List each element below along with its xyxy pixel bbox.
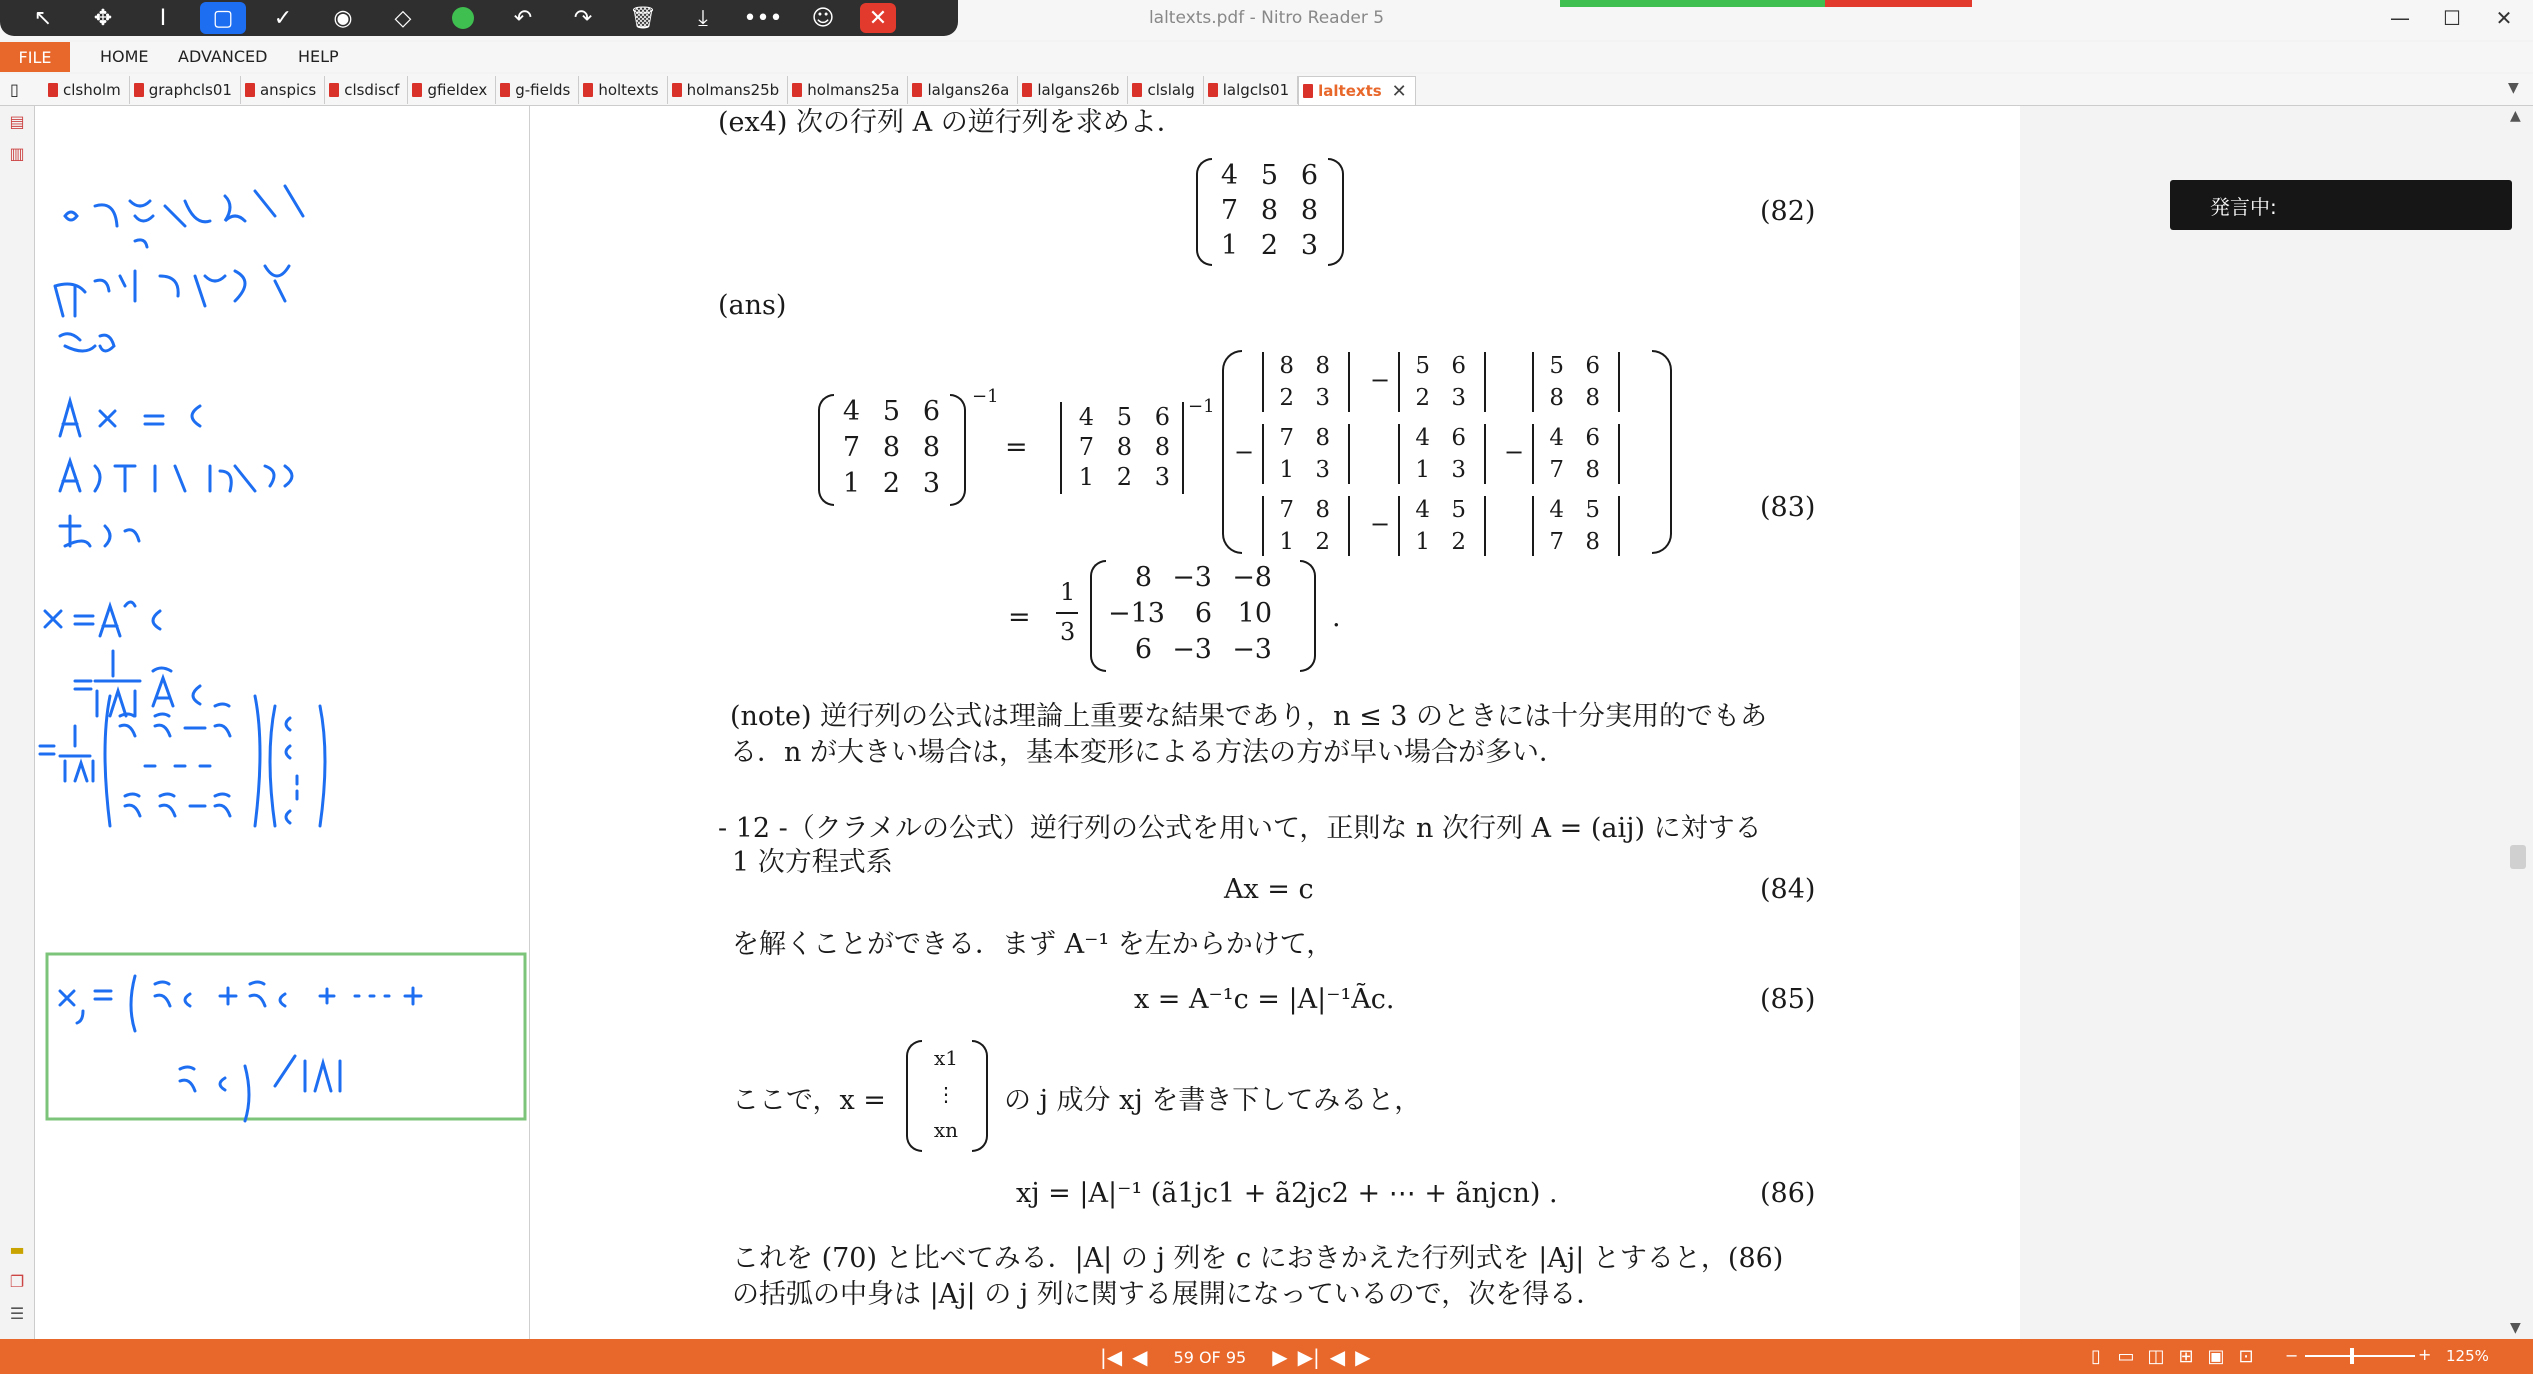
zoom-slider[interactable] bbox=[2305, 1355, 2415, 1357]
eq86-expression: xj = |A|⁻¹ (ã1jc1 + ã2jc2 + ⋯ + ãnjcn) . bbox=[1016, 1178, 1558, 1209]
matrix-cell: 7 bbox=[1549, 529, 1564, 555]
page-indicator[interactable]: 59 OF 95 bbox=[1173, 1347, 1247, 1367]
matrix-cell: 7 bbox=[1279, 497, 1294, 523]
fraction-denominator: 3 bbox=[1060, 618, 1076, 646]
minus-sign: − bbox=[1504, 438, 1525, 466]
matrix-cell: 5 bbox=[1585, 497, 1600, 523]
matrix-cell: 5 bbox=[1549, 353, 1564, 379]
tab-label: clslalg bbox=[1147, 81, 1195, 99]
tab-label: lalgans26a bbox=[927, 81, 1010, 99]
matrix-cell: 4 bbox=[1415, 497, 1430, 523]
pdf-icon bbox=[329, 83, 339, 97]
forward-view-icon[interactable]: ▶ bbox=[1355, 1345, 1371, 1369]
period: . bbox=[1332, 602, 1341, 633]
here-text-2: の j 成分 xj を書き下してみると， bbox=[1004, 1085, 1422, 1116]
pen-toolbar bbox=[0, 0, 958, 36]
matrix-cell: 1 bbox=[842, 468, 860, 499]
redo-icon[interactable]: ↷ bbox=[573, 5, 593, 31]
matrix-cell: 10 bbox=[1237, 598, 1272, 629]
tab-laltexts[interactable] bbox=[1298, 76, 1416, 105]
matrix-cell: 7 bbox=[1279, 425, 1294, 451]
matrix-cell: 2 bbox=[1116, 463, 1132, 491]
here-text: ここで，x = bbox=[732, 1085, 886, 1116]
matrix-cell: −3 bbox=[1172, 562, 1212, 593]
cofactor-c21 bbox=[1266, 422, 1338, 486]
scrollbar-thumb[interactable] bbox=[2510, 845, 2526, 869]
page-icon[interactable]: ▯ bbox=[10, 80, 19, 99]
paren-right bbox=[1328, 158, 1344, 266]
matrix-cell: 2 bbox=[1415, 385, 1430, 411]
last-page-icon[interactable]: ▶| bbox=[1297, 1345, 1320, 1369]
left-tool-strip bbox=[0, 106, 35, 1339]
matrix-cell: ⋮ bbox=[936, 1082, 956, 1106]
det-bar bbox=[1262, 496, 1264, 556]
det-a bbox=[1064, 402, 1178, 492]
minus-sign: − bbox=[1234, 438, 1255, 466]
scroll-down-icon[interactable]: ▼ bbox=[2510, 1320, 2521, 1336]
more-icon[interactable]: ••• bbox=[743, 5, 783, 31]
det-bar bbox=[1484, 352, 1486, 412]
right-pane bbox=[2020, 106, 2533, 1339]
cofactor-c32 bbox=[1402, 494, 1474, 558]
comment-icon[interactable]: ▬ bbox=[9, 1240, 25, 1259]
cofactor-c23 bbox=[1536, 422, 1608, 486]
pdf-icon bbox=[134, 83, 144, 97]
matrix-cell: 5 bbox=[1260, 160, 1278, 191]
eq-number-86: (86) bbox=[1760, 1178, 1816, 1209]
maximize-icon[interactable]: ☐ bbox=[2443, 6, 2461, 30]
cofactor-c13 bbox=[1536, 350, 1608, 414]
matrix-cell: −8 bbox=[1232, 562, 1272, 593]
continuous-icon[interactable]: ▭ bbox=[2117, 1346, 2135, 1367]
matrix-cell: 3 bbox=[1315, 457, 1330, 483]
prev-page-icon[interactable]: ◀ bbox=[1132, 1345, 1148, 1369]
minimize-icon[interactable]: — bbox=[2390, 6, 2410, 30]
tab-label: clsholm bbox=[63, 81, 121, 99]
solve-line: を解くことができる．まず A⁻¹ を左からかけて， bbox=[732, 929, 1334, 960]
det-bar bbox=[1348, 496, 1350, 556]
handwriting-drawing bbox=[35, 106, 529, 1339]
matrix-a bbox=[828, 394, 948, 502]
det-bar bbox=[1398, 424, 1400, 484]
tab-gfieldex[interactable] bbox=[408, 76, 496, 104]
eq-number-84: (84) bbox=[1760, 874, 1816, 905]
matrix-cell: 7 bbox=[842, 432, 860, 463]
pdf-icon bbox=[1208, 83, 1218, 97]
page-navigator bbox=[1100, 1344, 1371, 1370]
matrix-cell: 3 bbox=[1315, 385, 1330, 411]
matrix-cell: 5 bbox=[1415, 353, 1430, 379]
matrix-cell: 6 bbox=[1134, 634, 1152, 665]
pdf-icon bbox=[792, 83, 802, 97]
matrix-cell: −3 bbox=[1232, 634, 1272, 665]
minus-sign: − bbox=[1370, 510, 1391, 538]
matrix-cell: 8 bbox=[1585, 457, 1600, 483]
advanced-menu[interactable]: ADVANCED bbox=[178, 47, 268, 66]
tab-label: anspics bbox=[259, 81, 317, 99]
matrix-cell: 4 bbox=[1078, 403, 1094, 431]
det-bar bbox=[1618, 496, 1620, 556]
det-bar bbox=[1398, 496, 1400, 556]
select-rectangle-icon[interactable]: ▢ bbox=[200, 2, 246, 34]
matrix-cell: 8 bbox=[1260, 195, 1278, 226]
tab-close-icon[interactable]: ✕ bbox=[1391, 80, 1407, 102]
last-line-2: の括弧の中身は |Aj| の j 列に関する展開になっているので，次を得る． bbox=[732, 1279, 1604, 1310]
matrix-cell: 8 bbox=[1279, 353, 1294, 379]
equals-sign: = bbox=[1008, 602, 1031, 633]
matrix-cell: 2 bbox=[1315, 529, 1330, 555]
det-bar bbox=[1484, 496, 1486, 556]
matrix-cell: 3 bbox=[1300, 230, 1318, 261]
home-menu[interactable]: HOME bbox=[100, 47, 149, 66]
det-bar bbox=[1532, 352, 1534, 412]
matrix-cell: 5 bbox=[1451, 497, 1466, 523]
tab-label: holmans25b bbox=[686, 81, 780, 99]
matrix-cell: 6 bbox=[1300, 160, 1318, 191]
det-bar bbox=[1182, 402, 1184, 494]
matrix-cell: 6 bbox=[1451, 353, 1466, 379]
matrix-cell: 6 bbox=[1585, 353, 1600, 379]
tab-label: holmans25a bbox=[807, 81, 900, 99]
layers-icon[interactable]: ❐ bbox=[9, 1272, 25, 1291]
matrix-cell: 1 bbox=[1415, 457, 1430, 483]
matrix-cell: 1 bbox=[1078, 463, 1094, 491]
section12-line-2: 1 次方程式系 bbox=[732, 847, 893, 878]
download-icon[interactable]: ⤓ bbox=[698, 5, 708, 31]
x-vector bbox=[918, 1040, 974, 1148]
det-bar bbox=[1484, 424, 1486, 484]
matrix-cell: 1 bbox=[1415, 529, 1430, 555]
facing-icon[interactable]: ◫ bbox=[2147, 1346, 2165, 1367]
bookmark-icon[interactable]: ▤ bbox=[9, 112, 25, 131]
tab-label: graphcls01 bbox=[148, 81, 232, 99]
list-icon[interactable]: ☰ bbox=[9, 1304, 25, 1323]
file-menu[interactable]: FILE bbox=[0, 42, 70, 72]
inverse-superscript: −1 bbox=[972, 386, 999, 407]
matrix-cell: 7 bbox=[1220, 195, 1238, 226]
matrix-cell: 3 bbox=[1451, 457, 1466, 483]
matrix-cell: 8 bbox=[1116, 433, 1132, 461]
matrix-cell: 6 bbox=[1154, 403, 1170, 431]
matrix-cell: 8 bbox=[1134, 562, 1152, 593]
presence-red-bar bbox=[1825, 0, 1972, 7]
pdf-icon bbox=[1022, 83, 1032, 97]
matrix-cell: 8 bbox=[882, 432, 900, 463]
note-line-1: (note) 逆行列の公式は理論上重要な結果であり，n ≤ 3 のときには十分実用的でもあ bbox=[730, 701, 1768, 732]
user-settings-icon[interactable]: ☺ bbox=[811, 5, 835, 31]
matrix-cell: 4 bbox=[1549, 425, 1564, 451]
matrix-cell: 2 bbox=[1279, 385, 1294, 411]
matrix-cell: 7 bbox=[1549, 457, 1564, 483]
matrix-cell: 4 bbox=[842, 396, 860, 427]
matrix-cell: 4 bbox=[1549, 497, 1564, 523]
close-toolbar-icon[interactable]: ✕ bbox=[860, 3, 896, 33]
next-page-icon[interactable]: ▶ bbox=[1272, 1345, 1288, 1369]
single-page-icon[interactable]: ▯ bbox=[2091, 1346, 2101, 1367]
matrix-cell: −13 bbox=[1108, 598, 1165, 629]
matrix-cell: 7 bbox=[1078, 433, 1094, 461]
tab-g-fields[interactable] bbox=[496, 76, 579, 104]
pen-icon[interactable]: ◉ bbox=[333, 5, 353, 31]
det-bar bbox=[1348, 352, 1350, 412]
matrix-cell: 8 bbox=[1585, 529, 1600, 555]
window-title: laltexts.pdf - Nitro Reader 5 bbox=[1148, 8, 1385, 28]
tab-label: holtexts bbox=[598, 81, 659, 99]
scroll-up-icon[interactable]: ▲ bbox=[2510, 108, 2521, 124]
undo-icon[interactable]: ↶ bbox=[513, 5, 533, 31]
tab-anspics[interactable] bbox=[241, 76, 325, 104]
back-view-icon[interactable]: ◀ bbox=[1329, 1345, 1346, 1369]
pdf-icon bbox=[672, 83, 682, 97]
close-window-icon[interactable]: ✕ bbox=[2495, 6, 2513, 30]
tab-label: lalgans26b bbox=[1037, 81, 1120, 99]
matrix-cell: −3 bbox=[1172, 634, 1212, 665]
tab-clsholm[interactable] bbox=[44, 76, 130, 104]
zoom-out-icon[interactable]: − bbox=[2285, 1346, 2299, 1365]
inverse-superscript: −1 bbox=[1188, 396, 1215, 417]
section12-line-1: - 12 -（クラメルの公式）逆行列の公式を用いて，正則な n 次行列 A = (aij) に対する bbox=[718, 813, 1762, 844]
matrix-cell: xn bbox=[933, 1118, 959, 1142]
matrix-cell: 6 bbox=[1194, 598, 1212, 629]
matrix-cell: 3 bbox=[1154, 463, 1170, 491]
matrix-cell: 8 bbox=[1315, 425, 1330, 451]
help-menu[interactable]: HELP bbox=[298, 47, 339, 66]
cofactor-c22 bbox=[1402, 422, 1474, 486]
zoom-in-icon[interactable]: + bbox=[2418, 1345, 2432, 1364]
handwritten-notes-panel[interactable] bbox=[35, 106, 530, 1339]
eq-number-83: (83) bbox=[1760, 492, 1816, 523]
pdf-icon bbox=[1132, 83, 1142, 97]
matrix-cell: 5 bbox=[882, 396, 900, 427]
trash-icon[interactable]: 🗑 bbox=[629, 5, 657, 31]
attachment-icon[interactable]: ▥ bbox=[9, 144, 25, 163]
cofactor-c31 bbox=[1266, 494, 1338, 558]
text-cursor-icon[interactable]: I bbox=[159, 5, 167, 31]
det-bar bbox=[1262, 352, 1264, 412]
first-page-icon[interactable]: |◀ bbox=[1100, 1345, 1123, 1369]
matrix-cell: 6 bbox=[922, 396, 940, 427]
matrix-cell: 8 bbox=[922, 432, 940, 463]
tab-label: laltexts bbox=[1318, 82, 1382, 100]
matrix-cell: 1 bbox=[1279, 457, 1294, 483]
cofactor-c33 bbox=[1536, 494, 1608, 558]
menu-bar bbox=[0, 42, 2533, 72]
paren-right bbox=[950, 394, 966, 506]
matrix-cell: 4 bbox=[1415, 425, 1430, 451]
det-bar bbox=[1060, 402, 1062, 494]
matrix-cell: 1 bbox=[1279, 529, 1294, 555]
fraction-numerator: 1 bbox=[1060, 578, 1076, 606]
cofactor-c11 bbox=[1266, 350, 1338, 414]
tab-list-chevron-icon[interactable]: ▼ bbox=[2508, 80, 2519, 96]
color-green-icon[interactable] bbox=[440, 1, 486, 35]
tab-label: gfieldex bbox=[427, 81, 488, 99]
fraction-line bbox=[1056, 612, 1078, 614]
matrix-cell: 6 bbox=[1451, 425, 1466, 451]
matrix-cell: 3 bbox=[922, 468, 940, 499]
pdf-icon bbox=[1303, 84, 1313, 98]
matrix-82 bbox=[1206, 158, 1326, 263]
check-icon[interactable]: ✓ bbox=[273, 5, 293, 31]
pdf-icon bbox=[412, 83, 422, 97]
result-matrix bbox=[1100, 560, 1280, 668]
matrix-cell: 8 bbox=[1315, 353, 1330, 379]
matrix-cell: 2 bbox=[1260, 230, 1278, 261]
eq84-expression: Ax = c bbox=[1224, 874, 1314, 905]
tab-label: clsdiscf bbox=[344, 81, 400, 99]
matrix-cell: 5 bbox=[1116, 403, 1132, 431]
fit-width-icon[interactable]: ▣ bbox=[2207, 1346, 2225, 1367]
pdf-icon bbox=[48, 83, 58, 97]
eq-number-85: (85) bbox=[1760, 984, 1816, 1015]
presence-green-bar bbox=[1560, 0, 1825, 7]
det-bar bbox=[1398, 352, 1400, 412]
speech-status-box: 発言中: bbox=[2170, 180, 2512, 230]
move-icon[interactable]: ✥ bbox=[93, 5, 113, 31]
tab-lalgcls01[interactable] bbox=[1204, 76, 1298, 104]
paren-right bbox=[972, 1040, 988, 1152]
pdf-icon bbox=[245, 83, 255, 97]
tab-holtexts[interactable] bbox=[579, 76, 667, 104]
det-bar bbox=[1532, 424, 1534, 484]
matrix-cell: 1 bbox=[1220, 230, 1238, 261]
pdf-icon bbox=[500, 83, 510, 97]
ex4-text: (ex4) 次の行列 A の逆行列を求めよ． bbox=[718, 107, 1184, 138]
ans-label: (ans) bbox=[718, 290, 787, 321]
matrix-cell: 6 bbox=[1585, 425, 1600, 451]
matrix-cell: x1 bbox=[933, 1046, 958, 1070]
zoom-level[interactable]: 125% bbox=[2446, 1347, 2489, 1365]
tab-label: lalgcls01 bbox=[1222, 81, 1290, 99]
det-bar bbox=[1618, 424, 1620, 484]
matrix-cell: 2 bbox=[1451, 529, 1466, 555]
matrix-cell: 2 bbox=[882, 468, 900, 499]
facing-continuous-icon[interactable]: ⊞ bbox=[2178, 1346, 2194, 1367]
matrix-cell: 8 bbox=[1154, 433, 1170, 461]
equals-sign: = bbox=[1005, 432, 1028, 463]
matrix-cell: 8 bbox=[1585, 385, 1600, 411]
last-line-1: これを (70) と比べてみる．|A| の j 列を c におきかえた行列式を |Aj| とすると，(86) bbox=[732, 1243, 1784, 1274]
eraser-icon[interactable]: ◇ bbox=[394, 5, 412, 31]
det-bar bbox=[1348, 424, 1350, 484]
paren-right bbox=[1652, 350, 1672, 554]
eq85-expression: x = A⁻¹c = |A|⁻¹Ãc. bbox=[1134, 984, 1395, 1015]
fit-page-icon[interactable]: ⊡ bbox=[2238, 1346, 2254, 1367]
det-bar bbox=[1532, 496, 1534, 556]
matrix-cell: 3 bbox=[1451, 385, 1466, 411]
matrix-cell: 8 bbox=[1315, 497, 1330, 523]
pdf-icon bbox=[912, 83, 922, 97]
tab-label: g-fields bbox=[515, 81, 571, 99]
matrix-cell: 8 bbox=[1300, 195, 1318, 226]
eq-number-82: (82) bbox=[1760, 196, 1816, 227]
minus-sign: − bbox=[1370, 366, 1391, 394]
pointer-icon[interactable]: ↖ bbox=[33, 5, 53, 31]
note-line-2: る．n が大きい場合は，基本変形による方法の方が早い場合が多い． bbox=[730, 737, 1566, 768]
matrix-cell: 8 bbox=[1549, 385, 1564, 411]
paren-right bbox=[1300, 560, 1316, 672]
cofactor-c12 bbox=[1402, 350, 1474, 414]
zoom-slider-knob[interactable] bbox=[2350, 1348, 2354, 1364]
tab-graphcls01[interactable] bbox=[130, 76, 241, 104]
tab-clsdiscf[interactable] bbox=[325, 76, 408, 104]
det-bar bbox=[1262, 424, 1264, 484]
pdf-icon bbox=[583, 83, 593, 97]
det-bar bbox=[1618, 352, 1620, 412]
matrix-cell: 4 bbox=[1220, 160, 1238, 191]
